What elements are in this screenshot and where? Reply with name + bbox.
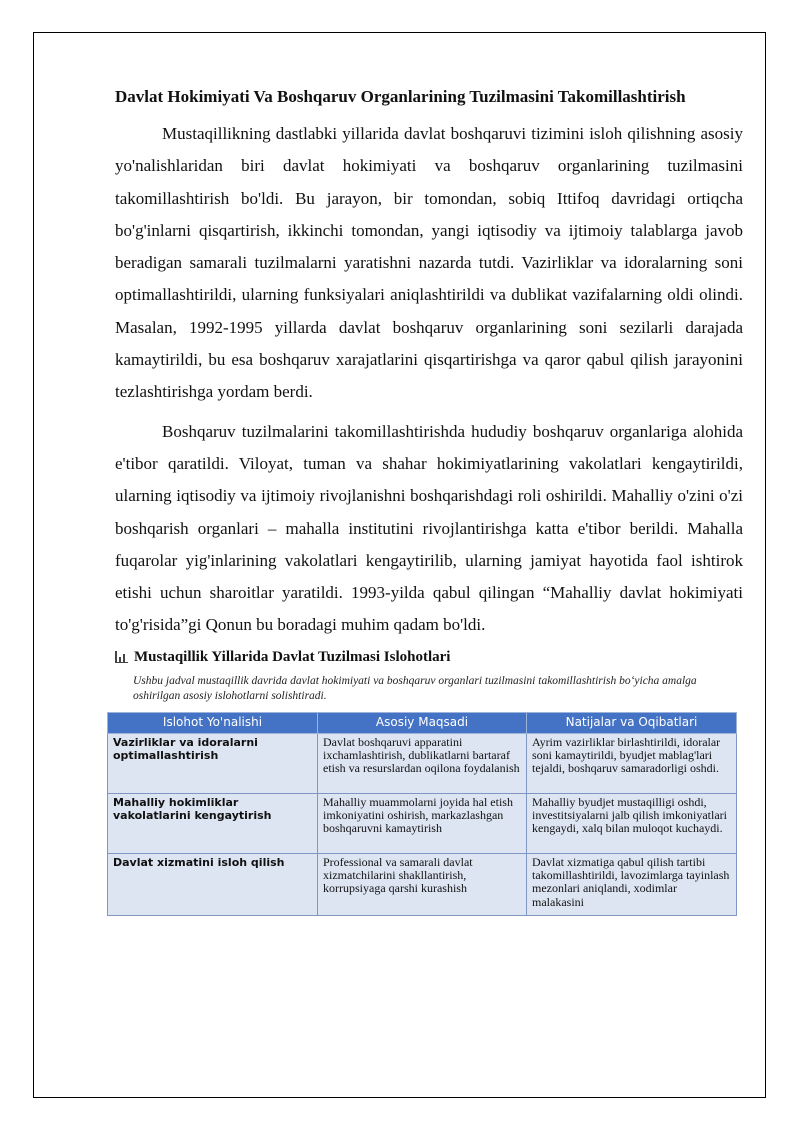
table-header-row: [108, 712, 737, 733]
bar-chart-icon: [115, 651, 128, 663]
document-title: Davlat Hokimiyati Va Boshqaruv Organlarining Tuzilmasini Takomillashtirish: [115, 87, 686, 106]
column-header: Natijalar va Oqibatlari: [527, 712, 737, 733]
table-cell: Ayrim vazirliklar birlashtirildi, idoralar soni kamaytirildi, byudjet mablag'lari tejaldi, boshqaruv samaradorligi oshdi.: [527, 733, 737, 793]
table-cell: Mahalliy hokimliklar vakolatlarini kengaytirish: [108, 793, 318, 853]
table-heading: [115, 649, 743, 666]
table-heading-text: Mustaqillik Yillarida Davlat Tuzilmasi Islohotlari: [134, 648, 451, 665]
paragraph-2: Boshqaruv tuzilmalarini takomillashtirishda hududiy boshqaruv organlariga alohida e'tibor qaratildi. Viloyat, tuman va shahar hokimiyatlarining vakolatlari kengaytirildi, ularning iqtisodiy va ijtimoiy rivojlanishni boshqarishdagi roli oshirildi. Mahalliy o'zini o'zi boshqarish organlari – mahalla institutini rivojlantirishga katta e'tibor berildi. Mahalla fuqarolar yig'inlarining vakolatlari kengaytirilib, ularning jamiyat hayotida faol ishtirok etishi uchun sharoitlar yaratildi. 1993-yilda qabul qilingan “Mahalliy davlat hokimiyati to'g'risida”gi Qonun bu boradagi muhim qadam bo'ldi.: [115, 421, 743, 635]
table-row: [108, 853, 737, 915]
table-cell: Mahalliy muammolarni joyida hal etish imkoniyatini oshirish, markazlashgan boshqaruvni kamaytirish: [318, 793, 527, 853]
table-cell: Davlat xizmatiga qabul qilish tartibi takomillashtirildi, lavozimlarga tayinlash mezonlari aniqlandi, xodimlar malakasini: [527, 853, 737, 915]
table-cell: Davlat xizmatini isloh qilish: [108, 853, 318, 915]
table-cell: Davlat boshqaruvi apparatini ixchamlashtirish, dublikatlarni bartaraf etish va resurslardan oqilona foydalanish: [318, 733, 527, 793]
table-row: [108, 733, 737, 793]
table-row: [108, 793, 737, 853]
column-header: Asosiy Maqsadi: [318, 712, 527, 733]
reforms-table: [107, 712, 737, 916]
table-cell: Mahalliy byudjet mustaqilligi oshdi, investitsiyalarni jalb qilish imkoniyatlari kengaydi, xalq bilan muloqot kuchaydi.: [527, 793, 737, 853]
document-body: [115, 86, 743, 916]
column-header: Islohot Yo'nalishi: [108, 712, 318, 733]
table-cell: Professional va samarali davlat xizmatchilarini shakllantirish, korrupsiyaga qarshi kurashish: [318, 853, 527, 915]
paragraph-1: Mustaqillikning dastlabki yillarida davlat boshqaruvi tizimini isloh qilishning asosiy yo'nalishlaridan biri davlat hokimiyati va boshqaruv organlarining tuzilmasini takomillashtirish bo'ldi. Bu jarayon, bir tomondan, sobiq Ittifoq davridagi ortiqcha bo'g'inlarni qisqartirish, ikkinchi tomondan, yangi iqtisodiy va ijtimoiy talablarga javob beradigan samarali tuzilmalarni yaratishni nazarda tutdi. Vazirliklar va idoralarning soni optimallashtirildi, ularning funksiyalari aniqlashtirildi va dublikat vazifalarning oldi olindi. Masalan, 1992-1995 yillarda davlat boshqaruv organlarining soni sezilarli darajada kamaytirildi, bu esa boshqaruv xarajatlarini qisqartirishga va qaror qabul qilish jarayonini tezlashtirishga yordam berdi.: [115, 124, 743, 402]
table-cell: Vazirliklar va idoralarni optimallashtirish: [108, 733, 318, 793]
table-caption: Ushbu jadval mustaqillik davrida davlat hokimiyati va boshqaruv organlari tuzilmasini takomillashtirish bo‘yicha amalga oshirilgan asosiy islohotlarni solishtiradi.: [133, 674, 697, 702]
